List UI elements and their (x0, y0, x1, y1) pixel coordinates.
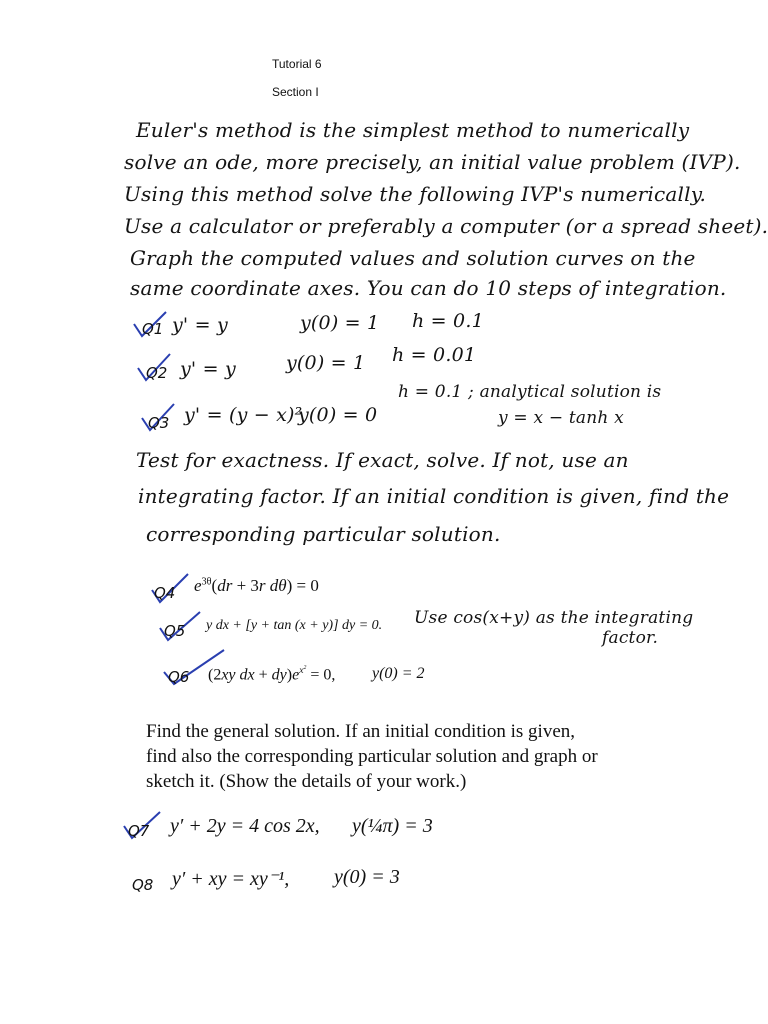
euler-paragraph-line-5: Graph the computed values and solution curves on the (130, 246, 696, 270)
euler-paragraph-line-3: Using this method solve the following IVP's numerically. (124, 182, 707, 206)
euler-paragraph-line-2: solve an ode, more precisely, an initial value problem (IVP). (124, 150, 741, 174)
q3-step-size: h = 0.1 ; analytical solution is (398, 382, 662, 402)
question-label: Q4 (154, 584, 176, 602)
q2-equation: y' = y (180, 358, 236, 380)
exactness-paragraph-line-3: corresponding particular solution. (146, 522, 501, 546)
exactness-paragraph-line-1: Test for exactness. If exact, solve. If not, use an (136, 448, 629, 472)
q6-equation: (2xy dx + $dy)e^{x^2} = 0$, (208, 665, 336, 684)
q3-initial-condition: y(0) = 0 (298, 404, 378, 426)
q5-equation: y dx + [y + tan (x + y)] dy = 0. (206, 618, 383, 633)
euler-paragraph-line-6: same coordinate axes. You can do 10 steps of integration. (130, 276, 727, 300)
general-solution-paragraph-line-1: Find the general solution. If an initial condition is given, (146, 721, 576, 742)
euler-paragraph-line-4: Use a calculator or preferably a computer (or a spread sheet). (124, 214, 768, 238)
tutorial-title: Tutorial 6 (272, 57, 322, 71)
euler-paragraph-line-1: Euler's method is the simplest method to numerically (136, 118, 690, 142)
q7-initial-condition: y(¼π) = 3 (352, 815, 433, 837)
q8-initial-condition: y(0) = 3 (334, 866, 400, 888)
general-solution-paragraph-line-2: find also the corresponding particular solution and graph or (146, 746, 598, 767)
question-label: Q7 (128, 822, 150, 840)
q3-analytical-solution: y = x − tanh x (498, 408, 624, 428)
q5-integrating-factor-note: Use cos(x+y) as the integrating (414, 608, 694, 628)
q1-step-size: h = 0.1 (412, 310, 484, 332)
q5-integrating-factor-note-2: factor. (602, 628, 659, 648)
question-label: Q1 (142, 320, 164, 338)
question-label: Q3 (148, 414, 170, 432)
q4-equation: $e^{3\theta}(dr + 3r$ dθ) = 0 (194, 576, 319, 595)
general-solution-paragraph-line-3: sketch it. (Show the details of your work.) (146, 771, 467, 792)
question-label: Q8 (132, 876, 154, 894)
exactness-paragraph-line-2: integrating factor. If an initial condition is given, find the (138, 484, 730, 508)
question-label: Q6 (168, 668, 190, 686)
q1-equation: y' = y (172, 314, 228, 336)
section-title: Section I (272, 85, 319, 99)
q3-equation: y' = (y − x)² (184, 404, 303, 426)
q7-equation: y′ + 2y = 4 cos 2x, (170, 815, 320, 837)
q6-initial-condition: y(0) = 2 (372, 665, 425, 682)
question-label: Q5 (164, 622, 186, 640)
question-label: Q2 (146, 364, 168, 382)
q8-equation: y′ + xy = xy⁻¹, (172, 868, 290, 890)
q2-initial-condition: y(0) = 1 (286, 352, 366, 374)
q2-step-size: h = 0.01 (392, 344, 477, 366)
q1-initial-condition: y(0) = 1 (300, 312, 380, 334)
